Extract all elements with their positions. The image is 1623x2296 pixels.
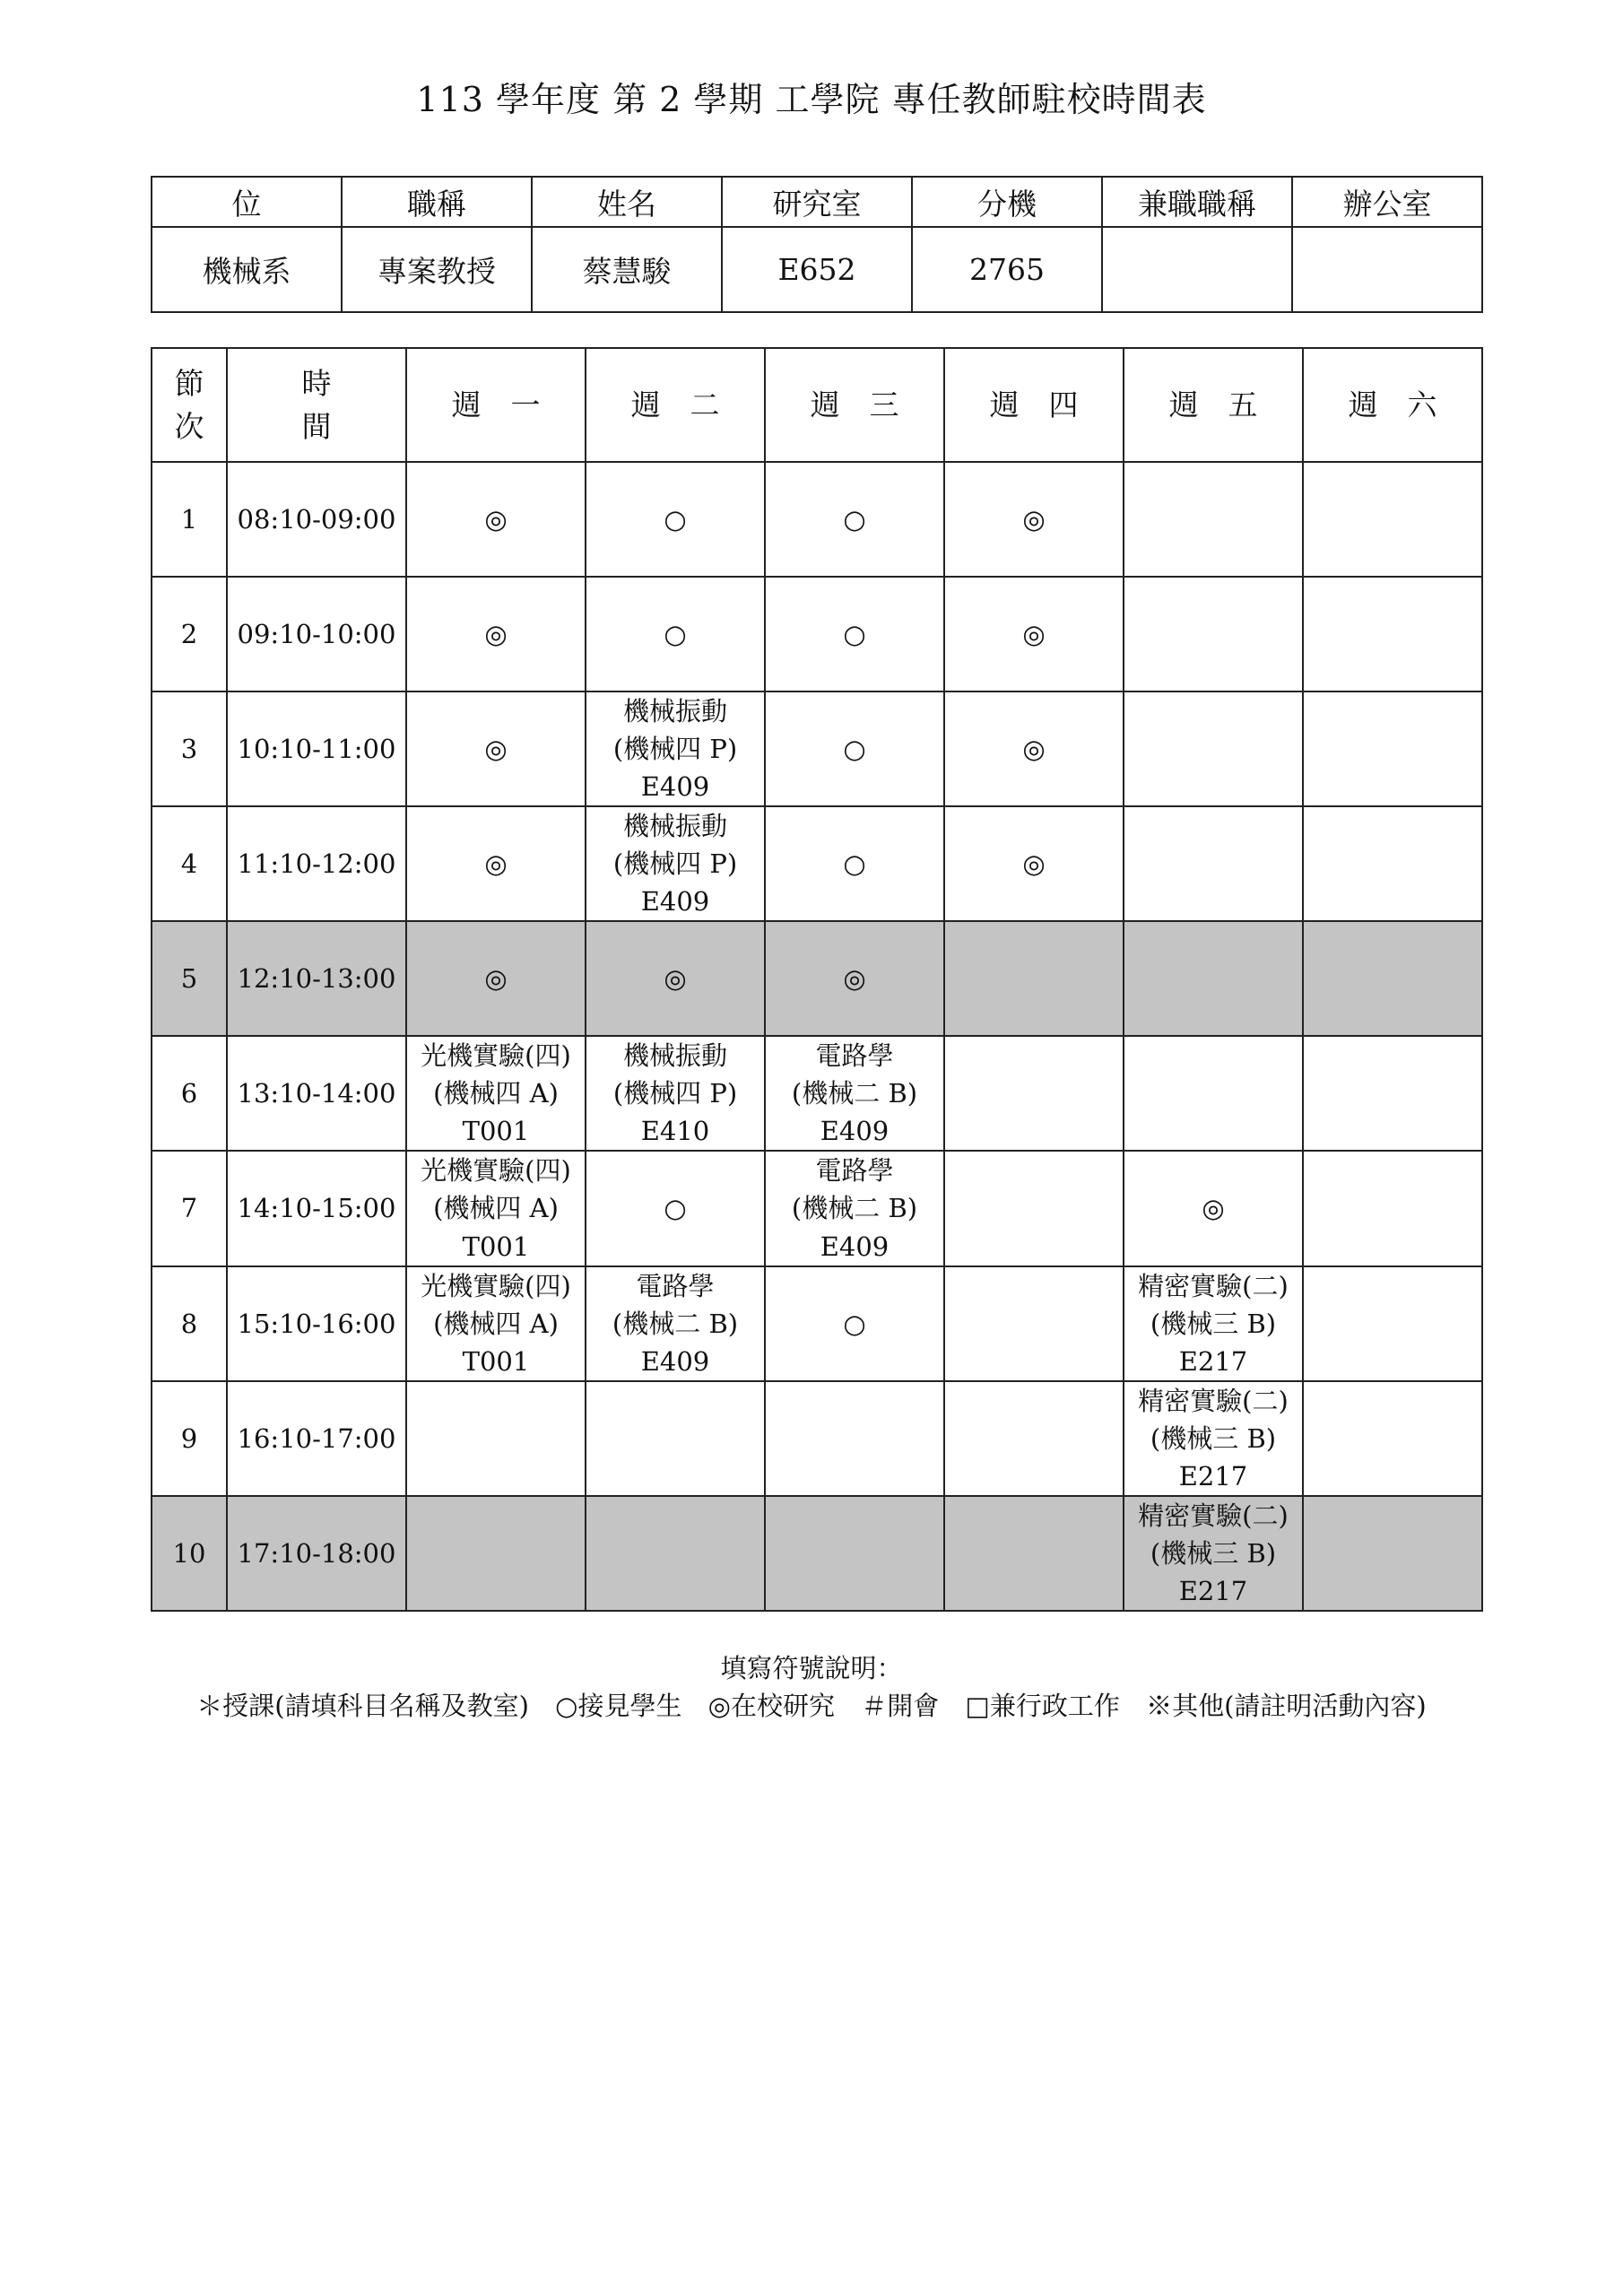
schedule-cell (1124, 921, 1303, 1036)
schedule-cell (1303, 691, 1482, 806)
schedule-cell (1303, 1036, 1482, 1151)
schedule-cell (1303, 1266, 1482, 1381)
info-value-cell: E652 (722, 227, 912, 312)
day-header: 週 四 (944, 348, 1124, 462)
schedule-cell: 精密實驗(二) (機械三 B) E217 (1124, 1266, 1303, 1381)
schedule-cell: 光機實驗(四) (機械四 A) T001 (406, 1036, 586, 1151)
info-value-cell (1292, 227, 1482, 312)
schedule-cell: 光機實驗(四) (機械四 A) T001 (406, 1266, 586, 1381)
legend-item-meet-students: ○接見學生 (555, 1691, 682, 1721)
legend-title: 填寫符號說明： (720, 1653, 903, 1683)
period-cell: 9 (152, 1381, 227, 1496)
page-title: 113 學年度 第 2 學期 工學院 專任教師駐校時間表 (416, 80, 1207, 119)
legend-item-teaching: ＊授課(請填科目名稱及教室) (196, 1691, 529, 1721)
schedule-cell: 精密實驗(二) (機械三 B) E217 (1124, 1381, 1303, 1496)
info-value-cell: 蔡慧駿 (532, 227, 722, 312)
info-header-cell: 辦公室 (1292, 177, 1482, 227)
schedule-row (152, 691, 1482, 806)
schedule-cell: ◎ (406, 691, 586, 806)
schedule-row (152, 577, 1482, 691)
schedule-cell: ○ (586, 577, 765, 691)
period-cell: 4 (152, 806, 227, 921)
schedule-cell (1124, 1036, 1303, 1151)
info-header-cell: 職稱 (342, 177, 532, 227)
period-cell: 6 (152, 1036, 227, 1151)
day-header: 週 二 (586, 348, 765, 462)
schedule-cell: 電路學 (機械二 B) E409 (765, 1036, 944, 1151)
period-cell: 2 (152, 577, 227, 691)
schedule-cell (1124, 462, 1303, 577)
schedule-cell: ◎ (586, 921, 765, 1036)
schedule-cell (1124, 691, 1303, 806)
schedule-cell (1124, 577, 1303, 691)
schedule-cell (944, 921, 1124, 1036)
schedule-cell: 機械振動 (機械四 P) E409 (586, 806, 765, 921)
schedule-cell: ◎ (944, 462, 1124, 577)
schedule-cell: ◎ (765, 921, 944, 1036)
period-cell: 3 (152, 691, 227, 806)
schedule-row (152, 1151, 1482, 1265)
schedule-cell: 機械振動 (機械四 P) E410 (586, 1036, 765, 1151)
time-cell: 10:10-11:00 (227, 691, 406, 806)
schedule-row (152, 1381, 1482, 1496)
schedule-cell: ◎ (944, 577, 1124, 691)
schedule-cell (406, 1381, 586, 1496)
info-value-cell (1102, 227, 1292, 312)
schedule-row (152, 1036, 1482, 1151)
day-header: 週 五 (1124, 348, 1303, 462)
info-header-cell: 位 (152, 177, 342, 227)
day-header: 週 六 (1303, 348, 1482, 462)
time-cell: 11:10-12:00 (227, 806, 406, 921)
legend-item-admin: □兼行政工作 (965, 1691, 1120, 1721)
time-cell: 08:10-09:00 (227, 462, 406, 577)
schedule-cell (1303, 577, 1482, 691)
info-value-cell: 2765 (912, 227, 1102, 312)
schedule-cell (586, 1381, 765, 1496)
schedule-cell (944, 1036, 1124, 1151)
schedule-cell (1303, 1496, 1482, 1611)
period-cell: 1 (152, 462, 227, 577)
day-header: 週 三 (765, 348, 944, 462)
schedule-cell (586, 1496, 765, 1611)
time-cell: 16:10-17:00 (227, 1381, 406, 1496)
legend-item-other: ※其他(請註明活動內容) (1146, 1691, 1427, 1721)
schedule-cell (944, 1266, 1124, 1381)
schedule-cell (1124, 806, 1303, 921)
schedule-cell: ○ (586, 462, 765, 577)
schedule-cell (765, 1381, 944, 1496)
schedule-cell: 電路學 (機械二 B) E409 (586, 1266, 765, 1381)
info-header-cell: 分機 (912, 177, 1102, 227)
schedule-cell (1303, 1381, 1482, 1496)
schedule-row (152, 806, 1482, 921)
schedule-row (152, 1496, 1482, 1611)
legend (0, 1686, 1623, 1723)
schedule-row (152, 462, 1482, 577)
schedule-cell: ○ (765, 691, 944, 806)
time-cell: 14:10-15:00 (227, 1151, 406, 1265)
schedule-cell: ◎ (406, 577, 586, 691)
info-header-row (152, 177, 1482, 227)
time-header: 時 間 (227, 348, 406, 462)
schedule-cell (1303, 806, 1482, 921)
day-header: 週 一 (406, 348, 586, 462)
schedule-cell (1303, 462, 1482, 577)
schedule-cell: ○ (765, 806, 944, 921)
teacher-info-table (151, 176, 1483, 313)
schedule-cell (944, 1496, 1124, 1611)
period-cell: 5 (152, 921, 227, 1036)
schedule-cell: ◎ (944, 806, 1124, 921)
time-cell: 17:10-18:00 (227, 1496, 406, 1611)
schedule-cell (944, 1151, 1124, 1265)
schedule-cell: ◎ (406, 806, 586, 921)
schedule-cell: 電路學 (機械二 B) E409 (765, 1151, 944, 1265)
schedule-cell: ○ (765, 1266, 944, 1381)
schedule-header-row (152, 348, 1482, 462)
schedule-cell: ○ (765, 577, 944, 691)
schedule-cell: ○ (586, 1151, 765, 1265)
period-cell: 10 (152, 1496, 227, 1611)
info-value-row (152, 227, 1482, 312)
schedule-cell: ◎ (1124, 1151, 1303, 1265)
schedule-cell: ◎ (406, 462, 586, 577)
info-header-cell: 姓名 (532, 177, 722, 227)
time-cell: 12:10-13:00 (227, 921, 406, 1036)
info-header-cell: 研究室 (722, 177, 912, 227)
period-header: 節 次 (152, 348, 227, 462)
schedule-cell (944, 1381, 1124, 1496)
schedule-table (151, 347, 1483, 1612)
time-cell: 15:10-16:00 (227, 1266, 406, 1381)
legend-item-meeting: ＃開會 (861, 1691, 940, 1721)
schedule-row (152, 1266, 1482, 1381)
schedule-cell: 精密實驗(二) (機械三 B) E217 (1124, 1496, 1303, 1611)
time-cell: 09:10-10:00 (227, 577, 406, 691)
period-cell: 7 (152, 1151, 227, 1265)
schedule-row (152, 921, 1482, 1036)
info-header-cell: 兼職職稱 (1102, 177, 1292, 227)
schedule-cell: 光機實驗(四) (機械四 A) T001 (406, 1151, 586, 1265)
info-value-cell: 機械系 (152, 227, 342, 312)
schedule-cell (1303, 1151, 1482, 1265)
schedule-cell: 機械振動 (機械四 P) E409 (586, 691, 765, 806)
info-value-cell: 專案教授 (342, 227, 532, 312)
schedule-cell: ◎ (406, 921, 586, 1036)
time-cell: 13:10-14:00 (227, 1036, 406, 1151)
period-cell: 8 (152, 1266, 227, 1381)
schedule-cell (406, 1496, 586, 1611)
schedule-cell (765, 1496, 944, 1611)
legend-item-research: ◎在校研究 (707, 1691, 835, 1721)
schedule-cell: ○ (765, 462, 944, 577)
schedule-cell: ◎ (944, 691, 1124, 806)
schedule-cell (1303, 921, 1482, 1036)
